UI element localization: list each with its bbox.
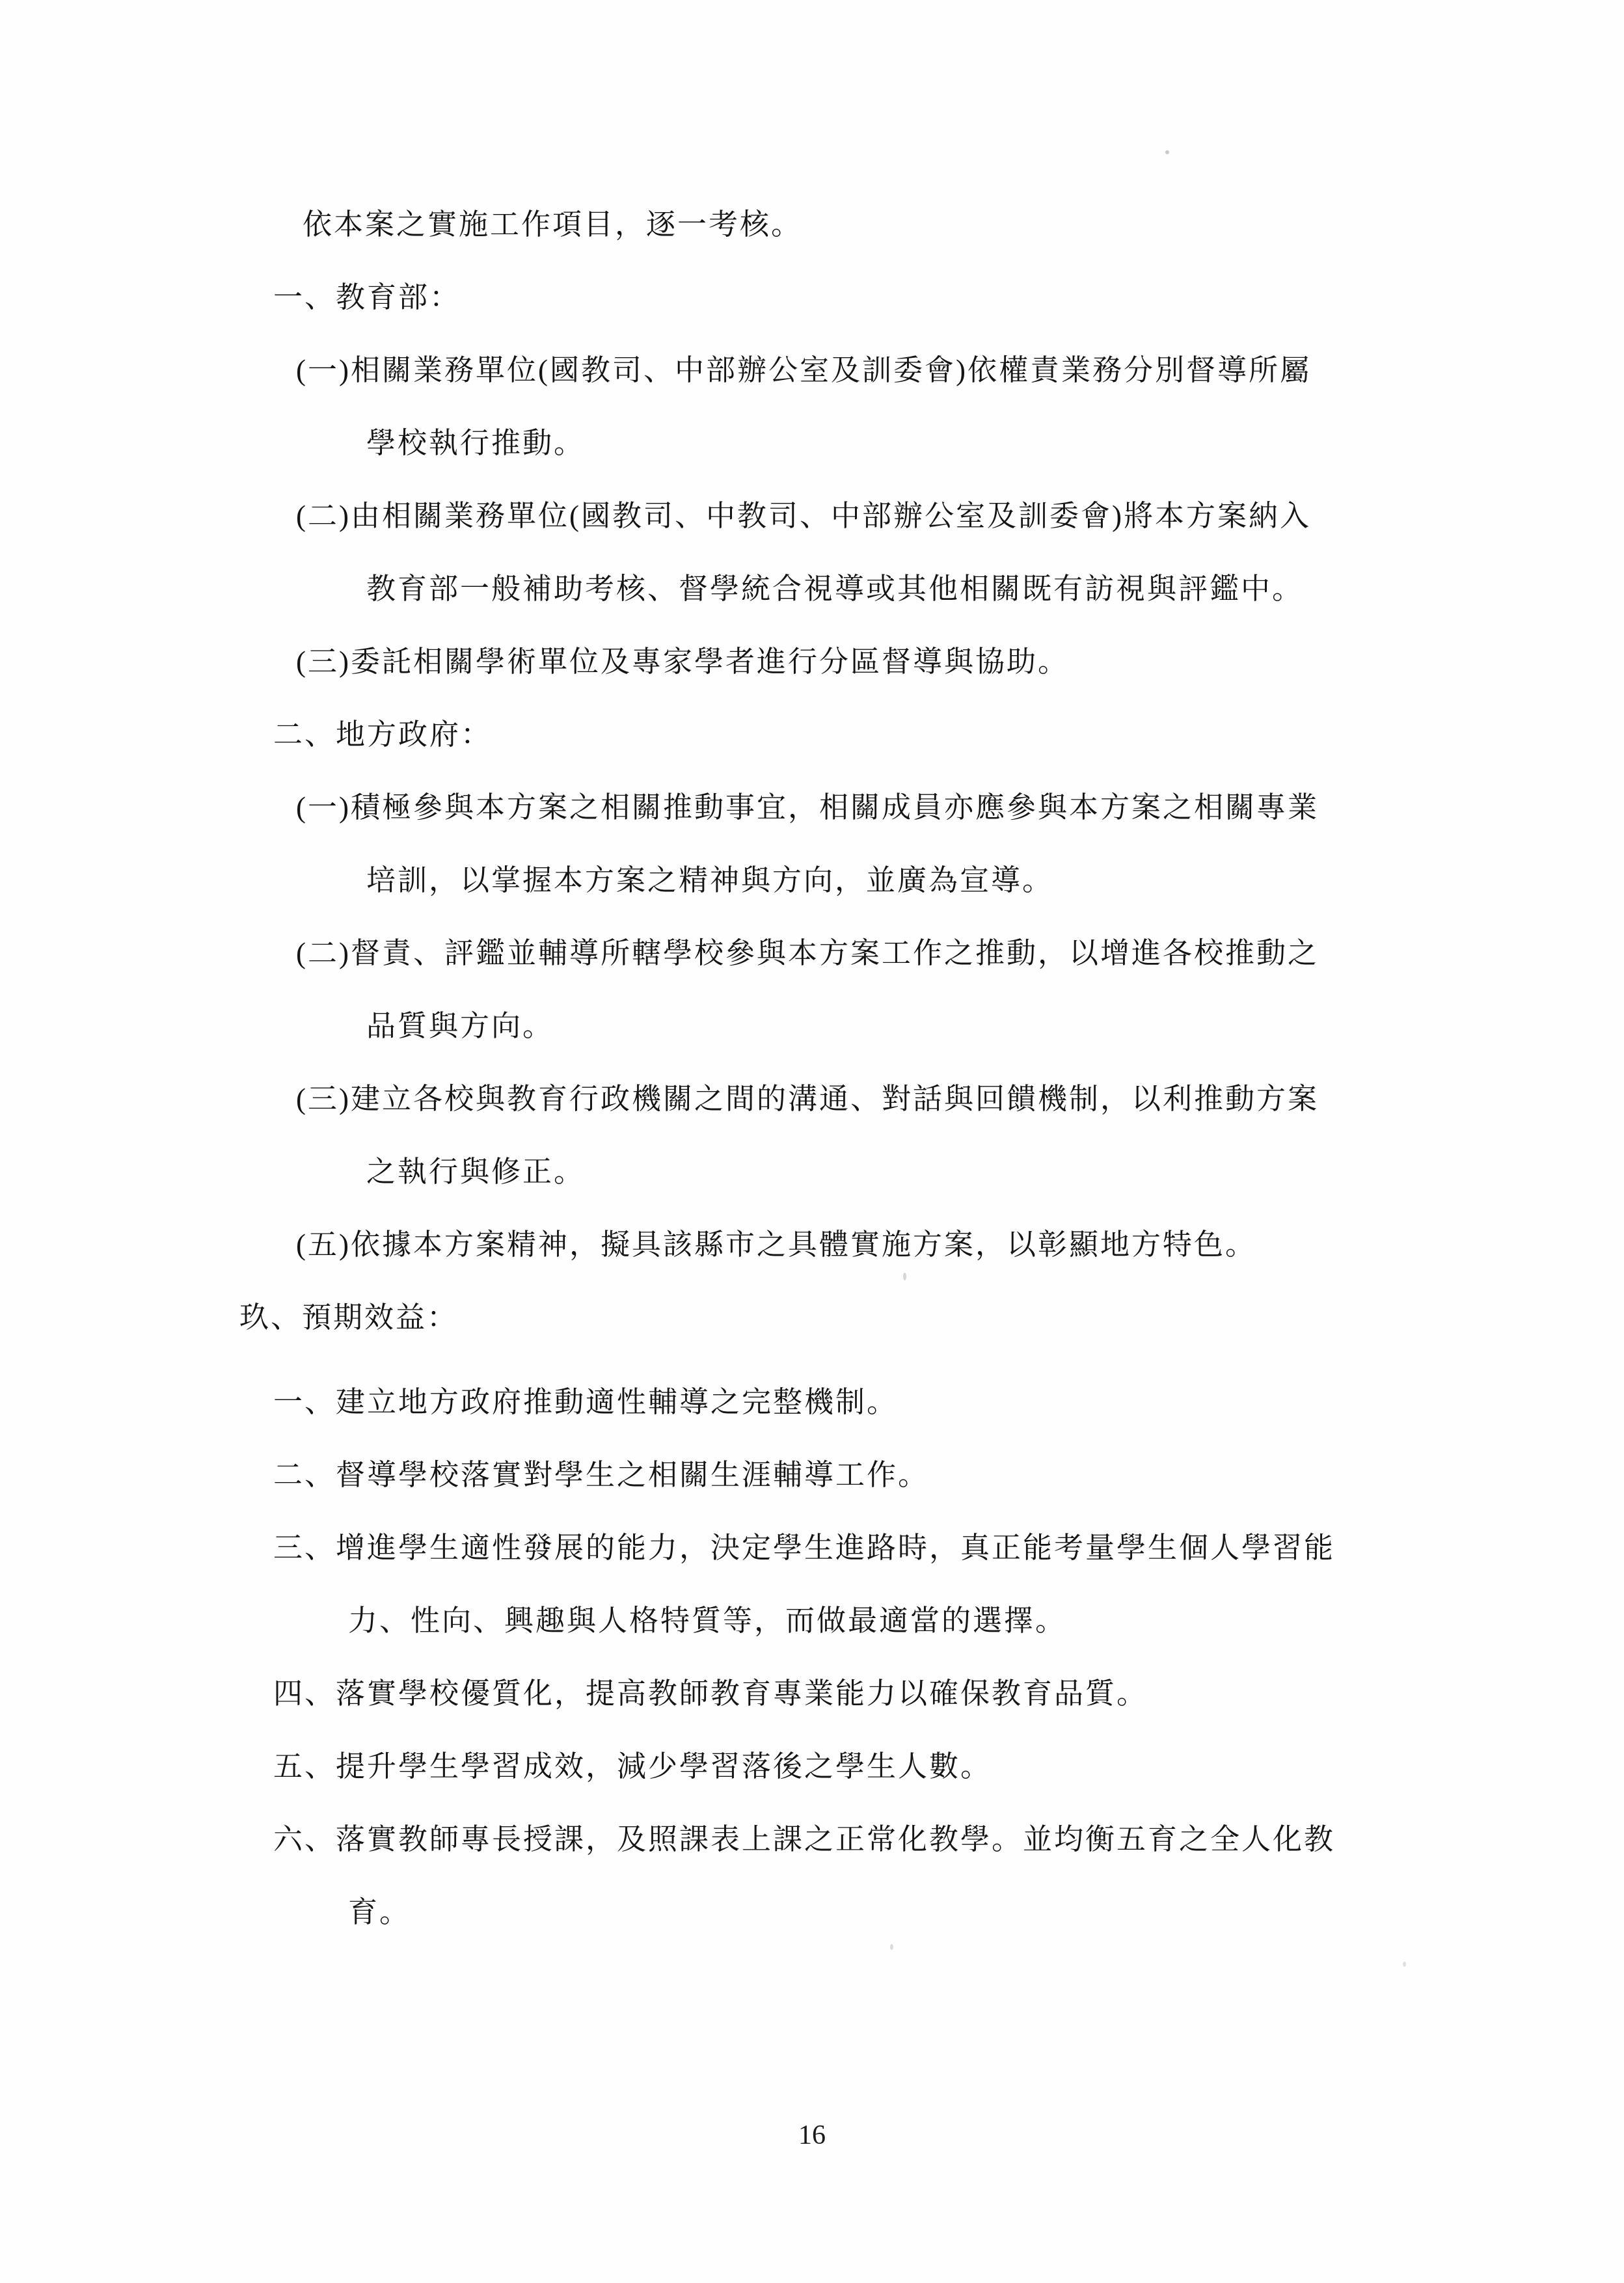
text-line: (三)委託相關學術單位及專家學者進行分區督導與協助。 [296, 645, 1069, 678]
text-line: (一)積極參與本方案之相關推動事宜，相關成員亦應參與本方案之相關專業 [296, 791, 1319, 824]
text-line: 一、教育部： [273, 281, 461, 314]
text-line: 玖、預期效益： [239, 1301, 459, 1334]
text-line: (二)督責、評鑑並輔導所轄學校參與本方案工作之推動，以增進各校推動之 [296, 937, 1319, 969]
text-line: 育。 [348, 1896, 411, 1928]
text-line: 五、提升學生學習成效，減少學習落後之學生人數。 [273, 1750, 992, 1783]
text-line: (五)依據本方案精神，擬具該縣市之具體實施方案，以彰顯地方特色。 [296, 1228, 1256, 1261]
text-line: (三)建立各校與教育行政機關之間的溝通、對話與回饋機制，以利推動方案 [296, 1083, 1319, 1115]
document-body [0, 206, 1624, 1966]
text-line: 四、落實學校優質化，提高教師教育專業能力以確保教育品質。 [273, 1677, 1148, 1710]
text-line: 力、性向、興趣與人格特質等，而做最適當的選擇。 [348, 1604, 1067, 1637]
text-line: 二、督導學校落實對學生之相關生涯輔導工作。 [273, 1459, 930, 1491]
text-line: 學校執行推動。 [366, 427, 586, 459]
scan-speck [1165, 150, 1169, 154]
page-number: 16 [798, 2120, 826, 2150]
text-line: 一、建立地方政府推動適性輔導之完整機制。 [273, 1386, 899, 1418]
scan-speck [1403, 1962, 1406, 1967]
text-line: 之執行與修正。 [366, 1155, 586, 1188]
text-line: 品質與方向。 [366, 1010, 554, 1042]
scan-speck [890, 1944, 893, 1950]
text-line: 三、增進學生適性發展的能力，決定學生進路時，真正能考量學生個人學習能 [273, 1532, 1336, 1564]
text-line: 培訓，以掌握本方案之精神與方向，並廣為宣導。 [366, 864, 1054, 897]
text-line: 教育部一般補助考核、督學統合視導或其他相關既有訪視與評鑑中。 [366, 573, 1304, 605]
scan-speck [903, 1273, 906, 1280]
text-line: (一)相關業務單位(國教司、中部辦公室及訓委會)依權責業務分別督導所屬 [296, 354, 1311, 386]
text-line: 依本案之實施工作項目，逐一考核。 [303, 208, 803, 241]
text-line: 六、落實教師專長授課，及照課表上課之正常化教學。並均衡五育之全人化教 [273, 1823, 1336, 1856]
text-line: (二)由相關業務單位(國教司、中教司、中部辦公室及訓委會)將本方案納入 [296, 500, 1311, 532]
text-line: 二、地方政府： [273, 718, 493, 751]
